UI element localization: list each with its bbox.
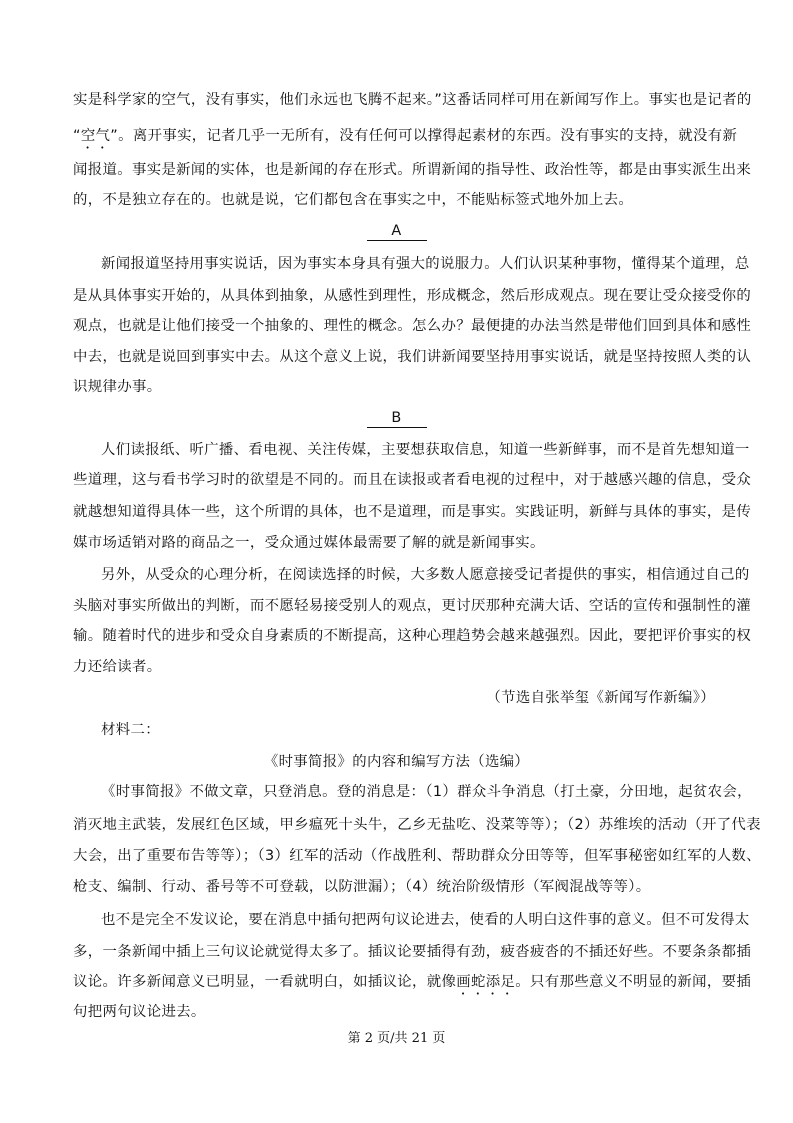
p1-line-4: 的，不是独立存在的。也就是说，它们都包含在事实之中，不能贴标签式地外加上去。 [73,192,634,208]
p4-line-3: 输。随着时代的进步和受众自身素质的不断提高，这种心理趋势会越来越强烈。因此，要把评价事实的权 [73,628,752,644]
p3-line-1: 人们读报纸、听广播、看电视、关注传媒，主要想获取信息，知道一些新鲜事，而不是首先想知道一 [101,442,750,458]
p3-line-3: 就越想知道得具体一些，这个所谓的具体，也不是道理，而是事实。实践证明，新鲜与具体的事实，是传 [73,504,752,520]
blank-b-label: B [367,409,427,428]
page-footer: 第 2 页/共 21 页 [347,1031,446,1046]
p6-line-4: 句把两句议论进去。 [73,1004,206,1020]
p2-line-5: 识规律办事。 [73,379,162,395]
p4-line-1: 另外，从受众的心理分析，在阅读选择的时候，大多数人愿意接受记者提供的事实，相信通过自己的 [101,567,750,583]
p1-line-3: 闻报道。事实是新闻的实体，也是新闻的存在形式。所谓新闻的指导性、政治性等，都是由事实派生出来 [73,162,752,178]
p3-line-2: 些道理，这与看书学习时的欲望是不同的。而且在读报或者看电视的过程中，对于越感兴趣的信息，受众 [73,472,752,488]
p2-line-3: 观点，也就是让他们接受一个抽象的、理性的概念。怎么办？最便捷的办法当然是带他们回到具体和感性 [73,318,752,334]
blank-b [0,408,793,428]
p6-line-3-end: 。只有那些意义不明显的新闻，要插 [515,974,752,990]
p4-line-4: 力还给读者。 [73,659,162,675]
p5-line-4: 枪支、编制、行动、番号等不可登载，以防泄漏）；（4）统治阶级情形（军阀混战等等）。 [73,879,651,895]
emphasized-idiom: 画蛇添足 [456,974,516,990]
p6-line-2: 多，一条新闻中插上三句议论就觉得太多了。插议论要插得有劲，疲沓疲沓的不插还好些。不要条条都插 [73,944,752,960]
p5-line-3: 大会，出了重要布告等等）；（3）红军的活动（作战胜利、帮助群众分田等等，但军事秘密如红军的人数、 [73,848,761,864]
emphasized-word: 空气 [80,128,111,144]
p2-line-2: 是从具体事实开始的，从具体到抽象，从感性到理性，形成概念，然后形成观点。现在要让受众接受你的 [73,288,752,304]
material2-title: 《时事简报》的内容和编写方法（选编） [263,754,530,770]
p3-line-4: 媒市场适销对路的商品之一，受众通过媒体最需要了解的就是新闻事实。 [73,535,545,551]
p6-line-3 [73,972,752,998]
material2-label: 材料二： [101,722,160,738]
p6-line-3-start: 议论。许多新闻意义已明显，一看就明白，如插议论，就像 [73,974,457,990]
p1-line-1: 实是科学家的空气，没有事实，他们永远也飞腾不起来。”这番话同样可用在新闻写作上。事实也是记者的 [73,92,752,108]
source-citation: （节选自张举玺《新闻写作新编》） [486,690,715,706]
blank-a-label: A [367,222,427,241]
p1-line-2-rest: ”。离开事实，记者几乎一无所有，没有任何可以撑得起素材的东西。没有事实的支持，就没有新 [110,128,738,144]
p4-line-2: 头脑对事实所做出的判断，而不愿轻易接受别人的观点，更讨厌那种充满大话、空话的宣传和强制性的灌 [73,598,752,614]
p5-line-2: 消灭地主武装，发展红色区域，甲乡瘟死十头牛，乙乡无盐吃、没菜等等）；（2）苏维埃的活动（开了代表 [73,817,761,833]
p5-line-1: 《时事简报》不做文章，只登消息。登的消息是：（1）群众斗争消息（打土豪，分田地，起贫农会， [101,784,752,800]
p2-line-4: 中去，也就是说回到事实中去。从这个意义上说，我们讲新闻要坚持用事实说话，就是坚持按照人类的认 [73,349,752,365]
blank-a [0,221,793,241]
p2-line-1: 新闻报道坚持用事实说话，因为事实本身具有强大的说服力。人们认识某种事物，懂得某个道理，总 [101,256,750,272]
quote-open: “ [73,128,81,144]
p6-line-1: 也不是完全不发议论，要在消息中插句把两句议论进去，使看的人明白这件事的意义。但不可发得太 [101,912,750,928]
p1-line-2 [73,126,738,152]
